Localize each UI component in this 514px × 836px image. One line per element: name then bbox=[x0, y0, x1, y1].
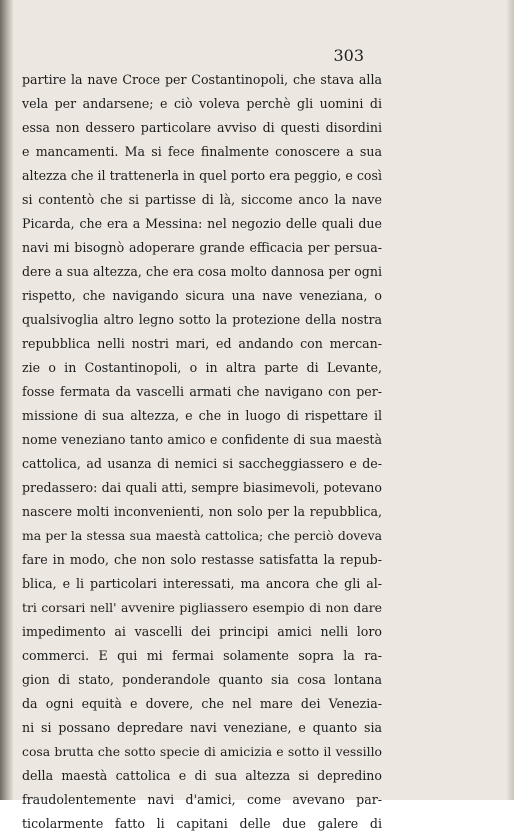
text-line: missione di sua altezza, e che in luogo di rispettare il bbox=[22, 408, 382, 423]
text-line: commerci. E qui mi fermai solamente sopra la ra- bbox=[22, 648, 382, 663]
text-line: essa non dessero particolare avviso di questi disordini bbox=[22, 120, 382, 135]
body-text bbox=[22, 68, 382, 836]
text-line: cosa brutta che sotto specie di amicizia e sotto il vessillo bbox=[22, 744, 382, 759]
text-line: dere a sua altezza, che era cosa molto dannosa per ogni bbox=[22, 264, 382, 279]
text-line: cattolica, ad usanza di nemici si saccheggiassero e de- bbox=[22, 456, 382, 471]
text-line: vela per andarsene; e ciò voleva perchè gli uomini di bbox=[22, 96, 382, 111]
text-line: tri corsari nell' avvenire pigliassero esempio di non dare bbox=[22, 600, 382, 615]
text-line: fosse fermata da vascelli armati che navigano con per- bbox=[22, 384, 382, 399]
page-binding-shadow bbox=[0, 0, 14, 800]
text-line: nascere molti inconvenienti, non solo per la repubblica, bbox=[22, 504, 382, 519]
text-line: qualsivoglia altro legno sotto la protezione della nostra bbox=[22, 312, 382, 327]
text-line: da ogni equità e dovere, che nel mare dei Venezia- bbox=[22, 696, 382, 711]
text-line: predassero: dai quali atti, sempre biasimevoli, potevano bbox=[22, 480, 382, 495]
text-line: ma per la stessa sua maestà cattolica; che perciò doveva bbox=[22, 528, 382, 543]
text-line: ni si possano depredare navi veneziane, e quanto sia bbox=[22, 720, 382, 735]
page-edge bbox=[506, 0, 514, 800]
text-line: zie o in Costantinopoli, o in altra parte di Levante, bbox=[22, 360, 382, 375]
text-line: della maestà cattolica e di sua altezza si depredino bbox=[22, 768, 382, 783]
text-line: nome veneziano tanto amico e confidente di sua maestà bbox=[22, 432, 382, 447]
page-number: 303 bbox=[333, 46, 364, 65]
text-line: navi mi bisognò adoperare grande efficacia per persua- bbox=[22, 240, 382, 255]
text-line: blica, e li particolari interessati, ma ancora che gli al- bbox=[22, 576, 382, 591]
text-line: gion di stato, ponderandole quanto sia cosa lontana bbox=[22, 672, 382, 687]
text-line: repubblica nelli nostri mari, ed andando con mercan- bbox=[22, 336, 382, 351]
text-line: partire la nave Croce per Costantinopoli, che stava alla bbox=[22, 72, 382, 87]
text-line: rispetto, che navigando sicura una nave veneziana, o bbox=[22, 288, 382, 303]
text-line: fraudolentemente navi d'amici, come avevano par- bbox=[22, 792, 382, 807]
text-line: fare in modo, che non solo restasse satisfatta la repub- bbox=[22, 552, 382, 567]
text-line: Picarda, che era a Messina: nel negozio delle quali due bbox=[22, 216, 382, 231]
text-line: altezza che il trattenerla in quel porto era peggio, e così bbox=[22, 168, 382, 183]
text-line: e mancamenti. Ma si fece finalmente conoscere a sua bbox=[22, 144, 382, 159]
text-line: si contentò che si partisse di là, siccome anco la nave bbox=[22, 192, 382, 207]
text-line: ticolarmente fatto li capitani delle due galere di bbox=[22, 816, 382, 831]
text-line: impedimento ai vascelli dei principi amici nelli loro bbox=[22, 624, 382, 639]
